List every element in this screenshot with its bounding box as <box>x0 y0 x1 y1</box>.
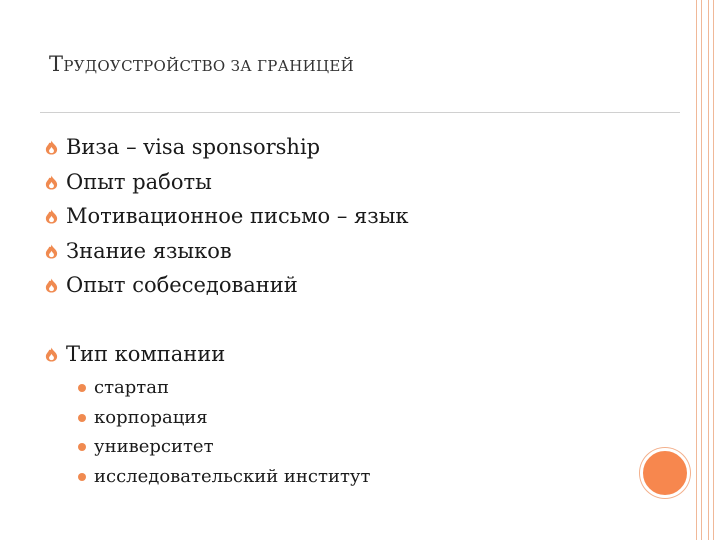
bullet-item-interviews <box>44 270 409 305</box>
flame-bullet-icon <box>44 244 59 259</box>
dot-bullet-icon <box>78 443 86 451</box>
flame-bullet-icon <box>44 175 59 190</box>
sub-bullet-item-corporation <box>78 404 370 434</box>
slide-title-initial: Т <box>49 52 64 76</box>
sub-bullet-item-startup <box>78 374 370 404</box>
title-divider <box>40 112 680 113</box>
decorative-rail-inner <box>701 0 709 540</box>
bullet-text: Мотивационное письмо – язык <box>66 204 409 228</box>
sub-bullet-text: корпорация <box>94 406 208 428</box>
bullet-text: Опыт работы <box>66 169 212 194</box>
sub-bullet-text: исследовательский институт <box>94 466 371 488</box>
bullet-item-languages <box>44 236 409 271</box>
bullet-text: Виза – visa sponsorship <box>66 135 321 159</box>
sub-bullet-item-research-institute <box>78 463 370 493</box>
sub-bullet-list <box>78 374 370 493</box>
slide-title-rest: РУДОУСТРОЙСТВО ЗА ГРАНИЦЕЙ <box>63 57 355 75</box>
decorative-orb <box>640 448 690 498</box>
bullet-text: Знание языков <box>66 238 232 263</box>
slide-title <box>49 52 354 76</box>
dot-bullet-icon <box>78 384 86 392</box>
flame-bullet-icon <box>44 140 59 155</box>
sub-bullet-item-university <box>78 433 370 463</box>
bullet-item-experience <box>44 167 409 202</box>
bullet-list <box>44 132 409 373</box>
bullet-item-company-type <box>44 339 409 374</box>
flame-bullet-icon <box>44 209 59 224</box>
dot-bullet-icon <box>78 414 86 422</box>
dot-bullet-icon <box>78 473 86 481</box>
bullet-item-visa <box>44 132 409 167</box>
bullet-text: Опыт собеседований <box>66 273 298 297</box>
flame-bullet-icon <box>44 347 59 362</box>
bullet-text: Тип компании <box>66 341 226 366</box>
flame-bullet-icon <box>44 278 59 293</box>
sub-bullet-text: университет <box>94 436 214 458</box>
bullet-item-motivation-letter <box>44 201 409 236</box>
sub-bullet-text: стартап <box>94 377 169 398</box>
